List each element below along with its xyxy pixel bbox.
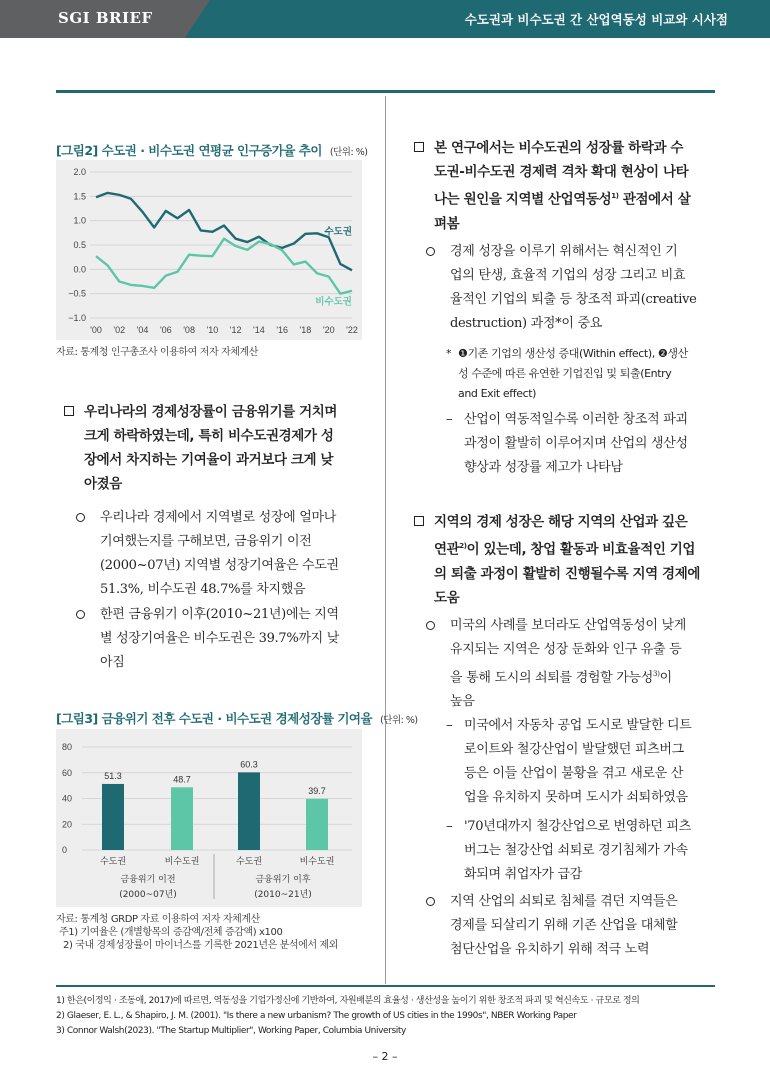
y-tick-label: −0.5 [68, 288, 86, 299]
text-line: 미국의 사례를 보더라도 산업역동성이 낮게 [450, 618, 686, 633]
circle-bullet-icon [76, 513, 85, 522]
right-dash-2 [446, 714, 715, 810]
x-tick-label: '20 [322, 325, 335, 335]
y-tick-label: 1.5 [73, 191, 86, 202]
bar-value-label: 48.7 [173, 774, 191, 785]
series-line-noncapital [96, 239, 352, 294]
text-line: 아짐 [100, 655, 125, 670]
figure3-title-text: [그림3] 금융위기 전후 수도권 · 비수도권 경제성장률 기여율 [56, 711, 373, 726]
page-number: – 2 – [372, 1050, 398, 1063]
text-line: 과정이 활발히 이루어지며 산업의 생산성 [464, 436, 688, 451]
series-line-capital [96, 193, 352, 270]
column-divider [385, 96, 386, 984]
footnote-1: 1) 한은(이정익 · 조동애, 2017)에 따르면, 역동성을 기업가정신에 기반하여, 자원배분의 효율성 · 생산성을 높이기 위한 창조적 파괴 및 혁신속도 · 규모로 정의 [56, 996, 640, 1006]
text-line: 산업이 역동적일수록 이러한 창조적 파괴 [464, 412, 688, 427]
right-bullet-2 [426, 614, 715, 714]
text-line: 지역 산업의 쇠퇴로 침체를 겪던 지역들은 [450, 894, 678, 909]
text-line: 경제를 되살리기 위해 기존 산업을 대체할 [450, 918, 678, 933]
text-line: 본 연구에서는 비수도권의 성장률 하락과 수 [434, 140, 684, 156]
footnote-3: 3) Connor Walsh(2023). "The Startup Multiplier", Working Paper, Columbia University [56, 1026, 406, 1036]
text-line: 의 퇴출 과정이 활발히 진행될수록 지역 경제에 [434, 565, 700, 582]
text-line: '70년대까지 철강산업으로 번영하던 피츠 [464, 819, 691, 834]
bar [238, 772, 260, 850]
series-label: 비수도권 [315, 296, 352, 308]
figure3-unit: (단위: %) [380, 715, 418, 726]
text-line: 등은 이들 산업이 불황을 겪고 새로운 산 [464, 766, 684, 781]
text-line: 아졌음 [84, 476, 122, 492]
text-line: 유지되는 지역은 성장 둔화와 인구 유출 등 [450, 642, 682, 657]
text-line: 펴봄 [434, 215, 460, 232]
x-tick-label: '14 [253, 325, 265, 335]
x-tick-label: '12 [229, 325, 242, 335]
circle-bullet-icon [426, 897, 435, 906]
dash-mark: – [446, 819, 453, 834]
figure2-source: 자료: 통계청 인구총조사 이용하여 저자 자체계산 [56, 347, 259, 358]
text-line: 을 통해 도시의 쇠퇴를 경험할 가능성 [450, 670, 654, 686]
group-sublabel: (2010~21년) [254, 890, 312, 900]
y-tick-label: 80 [62, 742, 73, 752]
figure3-note1: 주1) 기여율은 (개별항목의 증감액/전체 증감액) x100 [59, 927, 283, 938]
bar-value-label: 60.3 [240, 759, 258, 770]
text-line: (2000~07년) 지역별 성장기여율은 수도권 [100, 558, 339, 573]
dash-mark: – [446, 412, 453, 427]
figure2-title [56, 141, 367, 159]
bar-value-label: 39.7 [308, 785, 326, 796]
category-label: 비수도권 [164, 857, 200, 867]
text-line: 한편 금융위기 이후(2010~21년)에는 지역 [100, 607, 339, 622]
x-tick-label: '08 [183, 325, 195, 335]
bar [102, 784, 124, 850]
text-line: 이 [659, 670, 672, 686]
category-label: 비수도권 [299, 857, 335, 867]
y-tick-label: 40 [62, 793, 73, 804]
right-dash-3 [446, 815, 715, 887]
circle-bullet-icon [426, 247, 435, 256]
footnotes [56, 994, 726, 1039]
text-line: 크게 하락하였는데, 특히 비수도권경제가 성 [84, 428, 334, 444]
left-heading-1 [64, 400, 369, 496]
left-bullet-2 [76, 603, 369, 675]
text-line: 첨단산업을 유치하기 위해 적극 노력 [450, 942, 650, 957]
figure2-title-text: [그림2] 수도권 · 비수도권 연평균 인구증가율 추이 [56, 143, 322, 158]
bar-value-label: 51.3 [104, 770, 122, 781]
series-label: 수도권 [324, 226, 352, 238]
text-line: 별 성장기여율은 비수도권은 39.7%까지 낮 [100, 631, 339, 646]
y-tick-label: 0.0 [73, 264, 86, 275]
text-line: destruction) 과정*이 중요 [450, 316, 602, 331]
footnote-2: 2) Glaeser, E. L., & Shapiro, J. M. (2001). "Is there a new urbanism? The growth of US cities in the 1990s", NBER Working Paper [56, 1011, 577, 1021]
figure2-chart-area [56, 160, 362, 340]
text-line: 우리나라 경제에서 지역별로 성장에 얼마나 [100, 510, 336, 525]
right-heading-2 [414, 510, 714, 610]
x-tick-label: '02 [113, 325, 126, 335]
figure3-note2: 2) 국내 경제성장률이 마이너스를 기록한 2021년은 분석에서 제외 [63, 940, 339, 951]
text-line: 장에서 차지하는 기여율이 과거보다 크게 낮 [84, 452, 334, 468]
figure3-source-text: 자료: 통계청 GRDP 자료 이용하여 저자 자체계산 [56, 914, 260, 925]
bar [306, 799, 328, 850]
right-heading-1 [414, 136, 714, 236]
x-tick-label: '04 [136, 325, 149, 335]
page-header [0, 0, 770, 38]
asterisk-mark: * [446, 347, 452, 360]
x-tick-label: '18 [299, 325, 312, 335]
circle-bullet-icon [426, 621, 435, 630]
text-line: 향상과 성장률 제고가 나타남 [464, 460, 623, 475]
group-label: 금융위기 이전 [120, 875, 176, 885]
x-tick-label: '16 [276, 325, 289, 335]
y-tick-label: 0 [62, 845, 68, 855]
text-line: 로이트와 철강산업이 발달했던 피츠버그 [464, 742, 684, 757]
text-line: and Exit effect) [458, 387, 537, 400]
brand-logo-text: SGI BRIEF [58, 9, 153, 27]
y-tick-label: 20 [62, 819, 73, 830]
category-label: 수도권 [99, 857, 127, 867]
text-line: 높음 [450, 694, 475, 710]
y-tick-label: 60 [62, 767, 73, 778]
y-tick-label: 2.0 [73, 167, 86, 177]
footnote-ref: 2) [459, 542, 467, 550]
text-line: 연관 [434, 541, 460, 558]
text-line: 기여했는지를 구해보면, 금융위기 이전 [100, 534, 312, 549]
right-bullet-3 [426, 890, 715, 962]
y-tick-label: −1.0 [68, 313, 86, 323]
text-line: 우리나라의 경제성장률이 금융위기를 거치며 [84, 404, 338, 420]
group-sublabel: (2000~07년) [119, 890, 177, 900]
figure2-unit: (단위: %) [329, 147, 368, 158]
circle-bullet-icon [76, 610, 85, 619]
right-note [446, 344, 716, 404]
text-line: 경제 성장을 이루기 위해서는 혁신적인 기 [450, 244, 678, 259]
text-line: 업의 탄생, 효율적 기업의 성장 그리고 비효 [450, 268, 686, 283]
text-line: 지역의 경제 성장은 해당 지역의 산업과 깊은 [434, 514, 688, 530]
bar [171, 787, 193, 850]
figure3-chart-area [56, 729, 362, 907]
text-line: 버그는 철강산업 쇠퇴로 경기침체가 가속 [464, 843, 688, 858]
x-tick-label: '22 [346, 325, 358, 335]
left-bullet-1 [76, 506, 369, 602]
text-line: 화되며 취업자가 급감 [464, 867, 582, 882]
text-line: 관점에서 살 [622, 191, 691, 208]
y-tick-label: 1.0 [73, 215, 86, 226]
text-line: 율적인 기업의 퇴출 등 창조적 파괴(creative [450, 292, 697, 307]
header-title: 수도권과 비수도권 간 산업역동성 비교와 시사점 [464, 12, 728, 27]
square-bullet-icon [414, 142, 424, 152]
x-tick-label: '06 [159, 325, 172, 335]
square-bullet-icon [414, 516, 424, 526]
text-line: 업을 유치하지 못하며 도시가 쇠퇴하였음 [464, 790, 688, 805]
category-label: 수도권 [235, 857, 263, 867]
text-line: 이 있는데, 창업 활동과 비효율적인 기업 [466, 541, 696, 558]
right-dash-1 [446, 408, 715, 480]
text-line: 나는 원인을 지역별 산업역동성 [434, 191, 612, 208]
figure2-line-chart [56, 160, 362, 340]
top-rule [56, 90, 715, 93]
bottom-rule [56, 985, 715, 987]
group-label: 금융위기 이후 [255, 875, 311, 885]
x-tick-label: '10 [206, 325, 219, 335]
text-line: 미국에서 자동차 공업 도시로 발달한 디트 [464, 718, 692, 733]
figure3-bar-chart [56, 729, 362, 907]
figure3-title [56, 709, 418, 727]
right-bullet-1 [426, 240, 715, 336]
x-tick-label: '00 [90, 325, 102, 335]
dash-mark: – [446, 718, 453, 733]
text-line: 도권-비수도권 경제력 격차 확대 현상이 나타 [434, 164, 689, 180]
text-line: ❶기존 기업의 생산성 증대(Within effect), ❷생산 [458, 347, 688, 360]
y-tick-label: 0.5 [73, 240, 86, 250]
text-line: 성 수준에 따른 유연한 기업진입 및 퇴출(Entry [458, 367, 672, 380]
text-line: 도움 [434, 589, 460, 606]
footnote-ref: 3) [653, 670, 660, 678]
figure3-source [56, 913, 338, 952]
square-bullet-icon [64, 406, 74, 416]
footnote-ref: 1) [611, 192, 619, 200]
text-line: 51.3%, 비수도권 48.7%를 차지했음 [100, 582, 306, 597]
